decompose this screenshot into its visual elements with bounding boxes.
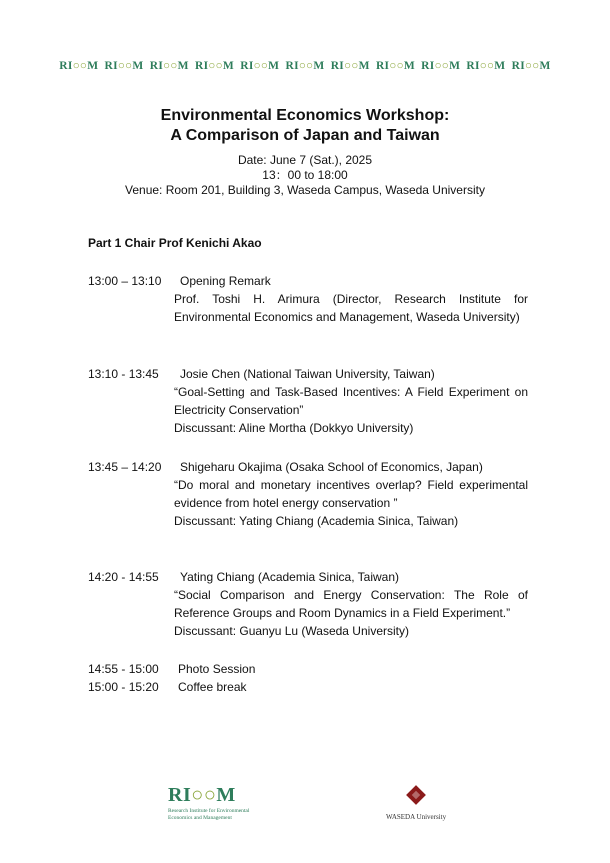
riem-banner-logo: RI○○M <box>375 60 415 72</box>
riem-logo: RI○○M Research Institute for Environmental Economics and Management <box>168 784 250 821</box>
event-time: 13：00 to 18:00 <box>262 168 348 182</box>
riem-banner-logo: RI○○M <box>104 60 144 72</box>
session-time: 13:45 – 14:20 <box>88 460 162 474</box>
session-time: 13:10 - 13:45 <box>88 367 159 381</box>
session-paper-title: “Social Comparison and Energy Conservation: The Role of Reference Groups and Room Dynamics in a Field Experiment.” <box>174 588 528 620</box>
session-paper-title: “Do moral and monetary incentives overlap? Field experimental evidence from hotel energy conservation ” <box>174 478 528 510</box>
event-meta <box>0 153 610 198</box>
riem-banner-logo: RI○○M <box>240 60 280 72</box>
event-venue: Venue: Room 201, Building 3, Waseda Campus, Waseda University <box>125 183 485 197</box>
session-item <box>88 272 528 326</box>
session-time: 14:55 - 15:00 <box>88 662 159 676</box>
riem-banner-logo: RI○○M <box>149 60 189 72</box>
riem-banner-logo: RI○○M <box>195 60 235 72</box>
riem-logo-subtitle-1: Research Institute for Environmental <box>168 808 250 814</box>
session-item <box>88 660 528 678</box>
session-detail: Prof. Toshi H. Arimura (Director, Research Institute for Environmental Economics and Management, Waseda University) <box>174 292 528 324</box>
riem-banner-logo: RI○○M <box>330 60 370 72</box>
title-line-1: Environmental Economics Workshop: <box>160 107 450 124</box>
session-speaker: Shigeharu Okajima (Osaka School of Economics, Japan) <box>180 460 483 474</box>
session-time: 14:20 - 14:55 <box>88 570 159 584</box>
session-item <box>88 458 528 530</box>
riem-banner-logo: RI○○M <box>511 60 551 72</box>
session-paper-title: “Goal-Setting and Task-Based Incentives: A Field Experiment on Electricity Conservation” <box>174 385 528 417</box>
session-discussant: Discussant: Guanyu Lu (Waseda University) <box>174 624 409 638</box>
session-item <box>88 365 528 437</box>
waseda-crest-icon <box>405 784 427 806</box>
session-time: 15:00 - 15:20 <box>88 680 159 694</box>
session-discussant: Discussant: Yating Chiang (Academia Sinica, Taiwan) <box>174 514 459 528</box>
session-time: 13:00 – 13:10 <box>88 274 162 288</box>
riem-logo-subtitle-2: Economics and Management <box>168 815 232 821</box>
waseda-logo <box>386 784 446 821</box>
page-title <box>0 106 610 146</box>
event-date: Date: June 7 (Sat.), 2025 <box>237 153 373 167</box>
riem-banner-logo: RI○○M <box>59 60 99 72</box>
session-title: Opening Remark <box>180 274 271 288</box>
session-speaker: Yating Chiang (Academia Sinica, Taiwan) <box>180 570 400 584</box>
waseda-logo-name: WASEDA University <box>386 813 447 821</box>
riem-banner-logo: RI○○M <box>421 60 461 72</box>
riem-banner <box>0 60 610 72</box>
part-heading: Part 1 Chair Prof Kenichi Akao <box>88 236 262 250</box>
riem-banner-logo: RI○○M <box>285 60 325 72</box>
title-line-2: A Comparison of Japan and Taiwan <box>170 127 440 144</box>
session-item <box>88 678 528 696</box>
session-speaker: Josie Chen (National Taiwan University, Taiwan) <box>180 367 435 381</box>
session-item <box>88 568 528 640</box>
session-discussant: Discussant: Aline Mortha (Dokkyo University) <box>174 421 414 435</box>
riem-banner-logo: RI○○M <box>466 60 506 72</box>
session-title: Photo Session <box>178 662 256 676</box>
session-title: Coffee break <box>178 680 247 694</box>
